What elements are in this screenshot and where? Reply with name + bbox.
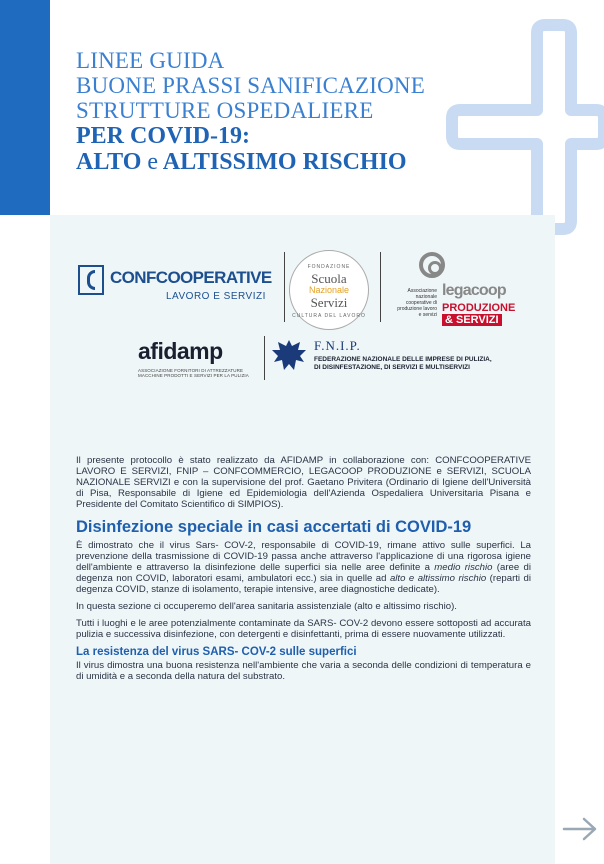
- legacoop-assoc: Associazione nazionale cooperative di produzione lavoro e servizi: [397, 288, 437, 318]
- scuola-line1: Scuola: [311, 271, 347, 286]
- scuola-line2: Nazionale: [308, 285, 350, 295]
- fnip-desc: [314, 356, 492, 372]
- legacoop-prod: PRODUZIONE: [442, 302, 516, 314]
- title-altissimo: ALTISSIMO RISCHIO: [162, 149, 407, 175]
- paragraph-4: Il virus dimostra una buona resistenza nell'ambiente che varia a seconda delle condizioni di temperatura e di umidità e a seconda della natura del substrato.: [76, 660, 531, 682]
- scuola-bottom: CULTURA DEL LAVORO: [292, 313, 366, 319]
- paragraph-2: In questa sezione ci occuperemo dell'area sanitaria assistenziale (alto e altissimo rischio).: [76, 601, 457, 612]
- document-body: [76, 455, 531, 688]
- paragraph-1-em1: medio rischio: [434, 562, 493, 573]
- arrow-right-icon[interactable]: [562, 816, 598, 842]
- title-bold-1: PER COVID-19:: [76, 123, 250, 149]
- title-alto: ALTO: [76, 149, 142, 175]
- title-bold-2: [76, 149, 496, 175]
- logo-divider-3: [264, 336, 265, 380]
- confcooperative-name: CONFCOOPERATIVE: [110, 268, 272, 287]
- logo-divider-2: [380, 252, 381, 322]
- section-heading-resistenza: La resistenza del virus SARS- COV-2 sulle superfici: [76, 646, 357, 658]
- legacoop-name: legacoop: [442, 282, 506, 299]
- afidamp-logo: [138, 338, 263, 380]
- confcooperative-logo: [78, 265, 278, 311]
- scuola-top: FONDAZIONE: [307, 264, 351, 270]
- paragraph-1-a: È dimostrato che il virus Sars- COV-2, responsabile di COVID-19, rimane attivo sulle superfici. La prevenzione della trasmissione di COVID-19 passa anche attraverso l'applicazione di una rigorosa igiene dell'ambiente e attraverso la disinfezione delle superfici sia nelle aree definite a: [76, 540, 531, 573]
- fnip-desc-line1: FEDERAZIONE NAZIONALE DELLE IMPRESE DI PULIZIA,: [314, 356, 492, 363]
- paragraph-1-em2: alto e altissimo rischio: [389, 573, 487, 584]
- paragraph-1-c: (reparti di degenza COVID, stanze di isolamento, terapie intensive, aree diagnostiche dedicate).: [76, 573, 532, 595]
- legacoop-logo: [395, 252, 535, 330]
- title-e: e: [147, 149, 159, 175]
- eagle-icon: [270, 338, 308, 374]
- paragraph-1: [76, 540, 531, 595]
- legacoop-swirl-icon: [419, 252, 445, 278]
- fnip-desc-line2: DI DISINFESTAZIONE, DI SERVIZI E MULTISERVIZI: [314, 364, 470, 371]
- title-line-3: STRUTTURE OSPEDALIERE: [76, 98, 374, 123]
- paragraph-3: Tutti i luoghi e le aree potenzialmente contaminate da SARS- COV-2 devono essere sottoposti ad accurata pulizia e successiva disinfezione, con detergenti e disinfettanti, prima di essere nuovamente utilizzati.: [76, 618, 531, 640]
- fnip-name: F.N.I.P.: [314, 338, 361, 353]
- afidamp-name: afidamp: [138, 338, 223, 364]
- fnip-logo: [268, 336, 498, 378]
- scuola-logo: [289, 250, 369, 330]
- title-line-2: BUONE PRASSI SANIFICAZIONE: [76, 73, 425, 98]
- paragraph-1-b: (aree di degenza non COVID, laboratori esami, ambulatori ecc.) sia in quelle ad: [76, 562, 531, 584]
- section-heading-disinfezione: Disinfezione speciale in casi accertati di COVID-19: [76, 518, 472, 536]
- confcooperative-mark-icon: [78, 265, 104, 295]
- title-line-1: LINEE GUIDA: [76, 48, 225, 73]
- legacoop-serv: & SERVIZI: [442, 314, 502, 326]
- confcooperative-sub: LAVORO E SERVIZI: [166, 291, 266, 302]
- logo-divider-1: [284, 252, 285, 322]
- document-title: [76, 48, 496, 175]
- afidamp-sub: ASSOCIAZIONE FORNITORI DI ATTREZZATURE MACCHINE PRODOTTI E SERVIZI PER LA PULIZIA: [138, 368, 249, 378]
- scuola-line3: Servizi: [310, 295, 348, 310]
- intro-paragraph: Il presente protocollo è stato realizzato da AFIDAMP in collaborazione con: CONFCOOPERATIVE LAVORO E SERVIZI, FNIP – CONFCOMMERCIO, LEGACOOP PRODUZIONE e SERVIZI, SCUOLA NAZIONALE SERVIZI e con la supervisione del prof. Gaetano Privitera (Ordinario di Igiene dell'Università di Pisa, Responsabile di Igiene ed Epidemiologia dell'Azienda Ospedaliera Universitaria Pisana e Presidente del Comitato Scientifico di SIMPIOS).: [76, 455, 531, 510]
